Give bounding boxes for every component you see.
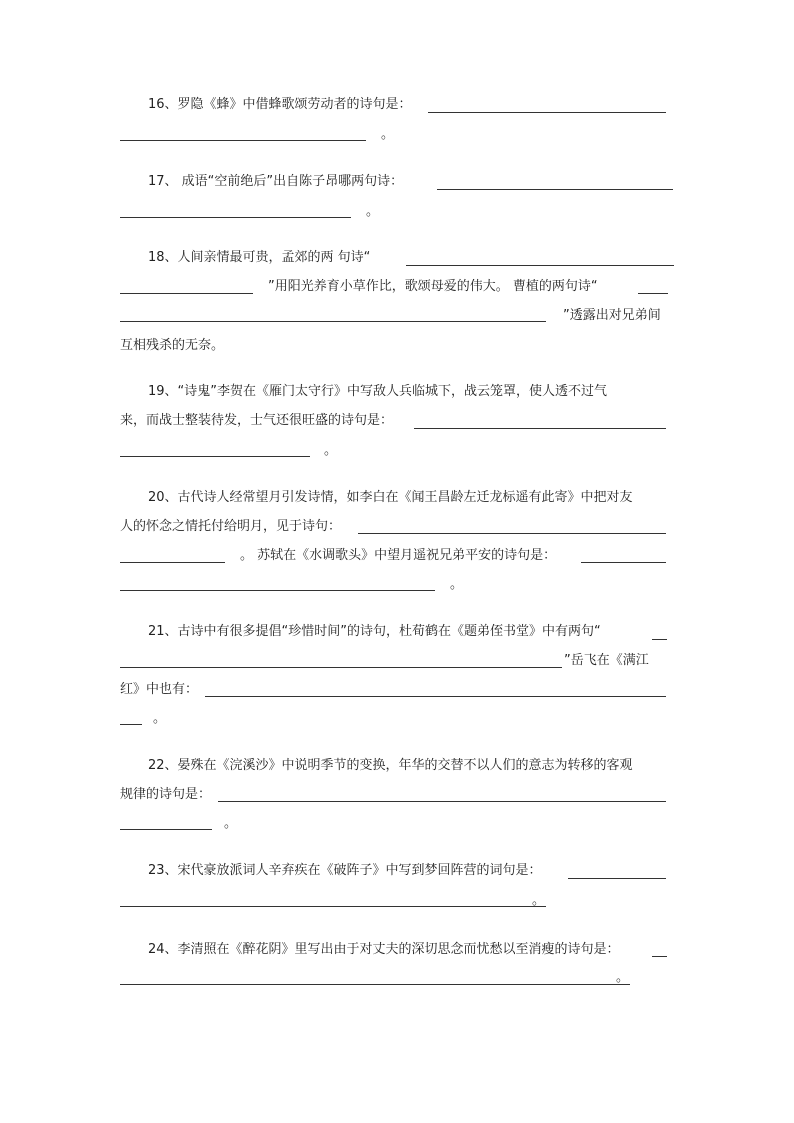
- answer-blank-17b[interactable]: [120, 217, 351, 218]
- question-18-line2: ”用阳光养育小草作比，歌颂母爱的伟大。 曹植的两句诗“: [268, 279, 598, 294]
- answer-blank-21a[interactable]: [652, 639, 667, 640]
- question-19-line2: 来，而战士整装待发，士气还很旺盛的诗句是：: [120, 413, 394, 428]
- answer-blank-19b[interactable]: [120, 456, 310, 457]
- answer-blank-16b[interactable]: [120, 140, 366, 141]
- answer-blank-18c[interactable]: [638, 293, 668, 294]
- question-24-prompt: 24、李清照在《醉花阴》里写出由于对丈夫的深切思念而忧愁以至消瘦的诗句是：: [148, 942, 620, 957]
- answer-blank-17a[interactable]: [437, 189, 673, 190]
- answer-blank-23b[interactable]: [120, 906, 546, 907]
- sentence-end-23: 。: [532, 893, 546, 908]
- sentence-end-21: 。: [153, 711, 167, 726]
- question-21-line3: 红》中也有：: [120, 682, 199, 697]
- question-19-prompt: 19、“诗鬼”李贺在《雁门太守行》中写敌人兵临城下，战云笼罩，使人透不过气: [148, 384, 608, 399]
- question-20-prompt: 20、古代诗人经常望月引发诗情，如李白在《闻王昌龄左迁龙标遥有此寄》中把对友: [148, 490, 633, 505]
- sentence-end-22: 。: [224, 816, 238, 831]
- answer-blank-20c[interactable]: [581, 562, 666, 563]
- question-22-prompt: 22、晏殊在《浣溪沙》中说明季节的变换，年华的交替不以人们的意志为转移的客观: [148, 758, 633, 773]
- sentence-end-24: 。: [616, 970, 630, 985]
- answer-blank-16a[interactable]: [428, 112, 666, 113]
- answer-blank-21c[interactable]: [205, 696, 666, 697]
- question-18-line4: 互相残杀的无奈。: [120, 338, 225, 353]
- answer-blank-23a[interactable]: [568, 878, 666, 879]
- question-23-prompt: 23、宋代豪放派词人辛弃疾在《破阵子》中写到梦回阵营的词句是：: [148, 863, 542, 878]
- question-20-line2: 人的怀念之情托付给明月，见于诗句：: [120, 519, 342, 534]
- question-16-prompt: 16、罗隐《蜂》中借蜂歌颂劳动者的诗句是：: [148, 97, 412, 112]
- answer-blank-21b[interactable]: [120, 667, 562, 668]
- question-18-prompt: 18、人间亲情最可贵，孟郊的两 句诗“: [148, 250, 371, 265]
- question-21-prompt: 21、古诗中有很多提倡“珍惜时间”的诗句，杜荀鹤在《题弟侄书堂》中有两句“: [148, 624, 601, 639]
- sentence-end-17: 。: [366, 204, 380, 219]
- sentence-end-16: 。: [381, 127, 395, 142]
- answer-blank-18b[interactable]: [120, 293, 253, 294]
- answer-blank-24a[interactable]: [652, 956, 667, 957]
- question-17-prompt: 17、 成语“空前绝后”出自陈子昂哪两句诗：: [148, 174, 404, 189]
- answer-blank-21d[interactable]: [120, 724, 142, 725]
- question-21-line2: ”岳飞在《满江: [564, 653, 649, 668]
- answer-blank-24b[interactable]: [120, 984, 630, 985]
- sentence-end-20: 。: [450, 577, 464, 592]
- question-18-line3: ”透露出对兄弟间: [563, 308, 661, 323]
- answer-blank-18d[interactable]: [120, 321, 546, 322]
- answer-blank-18a[interactable]: [406, 265, 674, 266]
- answer-blank-20d[interactable]: [120, 590, 435, 591]
- answer-blank-20a[interactable]: [358, 533, 666, 534]
- sentence-end-19: 。: [324, 443, 338, 458]
- question-22-line2: 规律的诗句是：: [120, 787, 212, 802]
- answer-blank-22a[interactable]: [218, 801, 666, 802]
- question-20-line3: 。 苏轼在《水调歌头》中望月遥祝兄弟平安的诗句是：: [240, 548, 557, 563]
- answer-blank-19a[interactable]: [414, 428, 666, 429]
- answer-blank-22b[interactable]: [120, 829, 212, 830]
- answer-blank-20b[interactable]: [120, 562, 225, 563]
